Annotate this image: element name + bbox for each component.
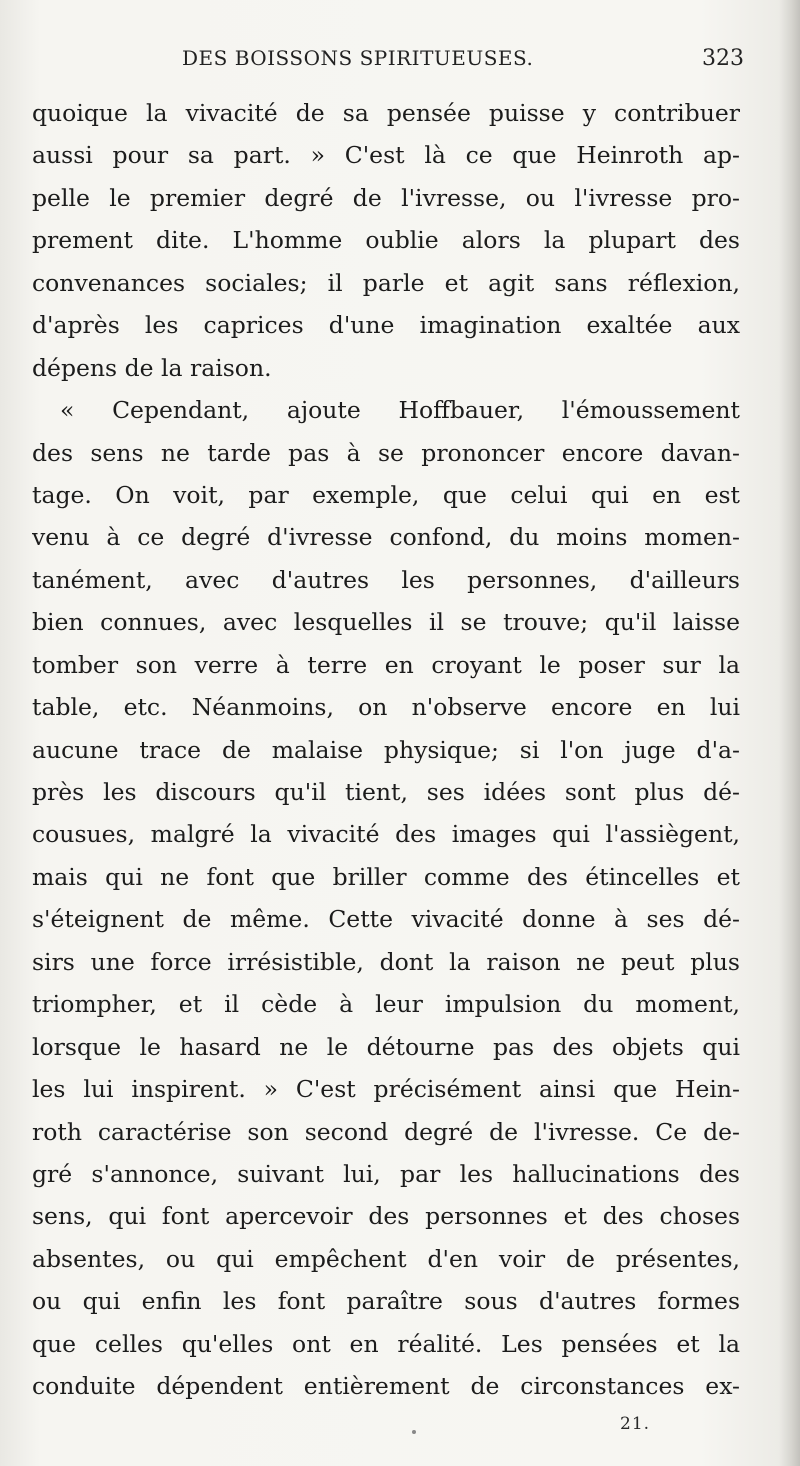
text-line: bien connues, avec lesquelles il se trouve; qu'il laisse — [32, 608, 740, 637]
text-line: tage. On voit, par exemple, que celui qui en est — [32, 480, 740, 509]
text-line: quoique la vivacité de sa pensée puisse y contribuer — [32, 99, 740, 127]
text-line: sirs une force irrésistible, dont la raison ne peut plus — [32, 947, 740, 976]
text-line: aussi pour sa part. » C'est là ce que Heinroth ap- — [32, 141, 740, 170]
text-line: pelle le premier degré de l'ivresse, ou l'ivresse pro- — [32, 183, 740, 212]
text-line: près les discours qu'il tient, ses idées sont plus dé- — [32, 778, 740, 806]
text-line: absentes, ou qui empêchent d'en voir de présentes, — [32, 1244, 740, 1273]
text-line: cousues, malgré la vivacité des images qui l'assiègent, — [32, 820, 740, 849]
text-line: venu à ce degré d'ivresse confond, du moins momen- — [32, 523, 740, 552]
text-line: lorsque le hasard ne le détourne pas des objets qui — [32, 1032, 740, 1061]
text-line: convenances sociales; il parle et agit sans réflexion, — [32, 268, 740, 297]
page-gutter-shadow — [778, 0, 800, 1466]
text-line: gré s'annonce, suivant lui, par les hallucinations des — [32, 1159, 740, 1188]
text-line: sens, qui font apercevoir des personnes et des choses — [32, 1202, 740, 1231]
text-line: mais qui ne font que briller comme des étincelles et — [32, 862, 740, 891]
running-head — [32, 46, 744, 76]
text-line: que celles qu'elles ont en réalité. Les pensées et la — [32, 1329, 740, 1358]
text-line: prement dite. L'homme oublie alors la plupart des — [32, 226, 740, 255]
ink-dot — [412, 1430, 416, 1434]
text-line: ou qui enfin les font paraître sous d'autres formes — [32, 1287, 740, 1316]
text-line: tanément, avec d'autres les personnes, d'ailleurs — [32, 565, 740, 594]
text-line: conduite dépendent entièrement de circonstances ex- — [32, 1372, 740, 1401]
text-line: s'éteignent de même. Cette vivacité donne à ses dé- — [32, 905, 740, 934]
page-number: 323 — [702, 46, 744, 71]
text-line: roth caractérise son second degré de l'ivresse. Ce de- — [32, 1117, 740, 1146]
text-line: d'après les caprices d'une imagination exaltée aux — [32, 311, 740, 340]
running-title: DES BOISSONS SPIRITUEUSES. — [182, 46, 534, 70]
text-line: « Cependant, ajoute Hoffbauer, l'émoussement — [60, 396, 740, 425]
text-line: dépens de la raison. — [32, 353, 272, 382]
text-line: les lui inspirent. » C'est précisément ainsi que Hein- — [32, 1075, 740, 1104]
text-line: des sens ne tarde pas à se prononcer encore davan- — [32, 438, 740, 467]
text-line: tomber son verre à terre en croyant le poser sur la — [32, 650, 740, 679]
text-line: aucune trace de malaise physique; si l'on juge d'a- — [32, 735, 740, 764]
text-line: triompher, et il cède à leur impulsion du moment, — [32, 990, 740, 1019]
signature-mark: 21. — [620, 1414, 651, 1434]
body-text — [32, 92, 740, 1408]
text-line: table, etc. Néanmoins, on n'observe encore en lui — [32, 693, 740, 722]
